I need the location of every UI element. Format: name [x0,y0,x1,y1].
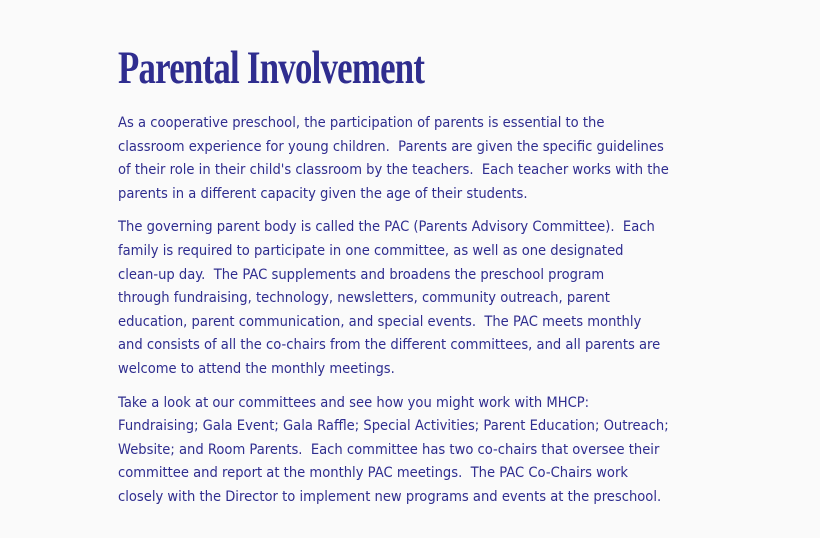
text-line: classroom experience for young children. Parents are given the specific guidelines [118,137,664,155]
text-line: parents in a different capacity given the age of their students. [118,184,528,202]
text-line: clean-up day. The PAC supplements and broadens the preschool program [118,265,605,283]
text-line: welcome to attend the monthly meetings. [118,359,395,377]
document-body [118,111,718,509]
text-line: Take a look at our committees and see how you might work with MHCP: [118,393,590,411]
paragraph-pac [118,215,718,380]
paragraph-committees [118,391,718,509]
text-line: committee and report at the monthly PAC meetings. The PAC Co-Chairs work [118,464,628,482]
text-line: Website; and Room Parents. Each committee has two co-chairs that oversee their [118,440,660,458]
page-title: Parental Involvement [118,42,425,94]
paragraph-intro [118,111,718,205]
text-line: The governing parent body is called the PAC (Parents Advisory Committee). Each [118,218,655,236]
text-line: through fundraising, technology, newsletters, community outreach, parent [118,289,610,307]
text-line: and consists of all the co-chairs from the different committees, and all parents are [118,336,661,354]
text-line: closely with the Director to implement new programs and events at the preschool. [118,487,662,505]
text-line: Fundraising; Gala Event; Gala Raffle; Special Activities; Parent Education; Outreach; [118,417,669,435]
text-line: family is required to participate in one committee, as well as one designated [118,241,624,259]
text-line: As a cooperative preschool, the participation of parents is essential to the [118,114,605,131]
text-line: of their role in their child's classroom by the teachers. Each teacher works with the [118,161,669,179]
text-line: education, parent communication, and special events. The PAC meets monthly [118,312,642,330]
